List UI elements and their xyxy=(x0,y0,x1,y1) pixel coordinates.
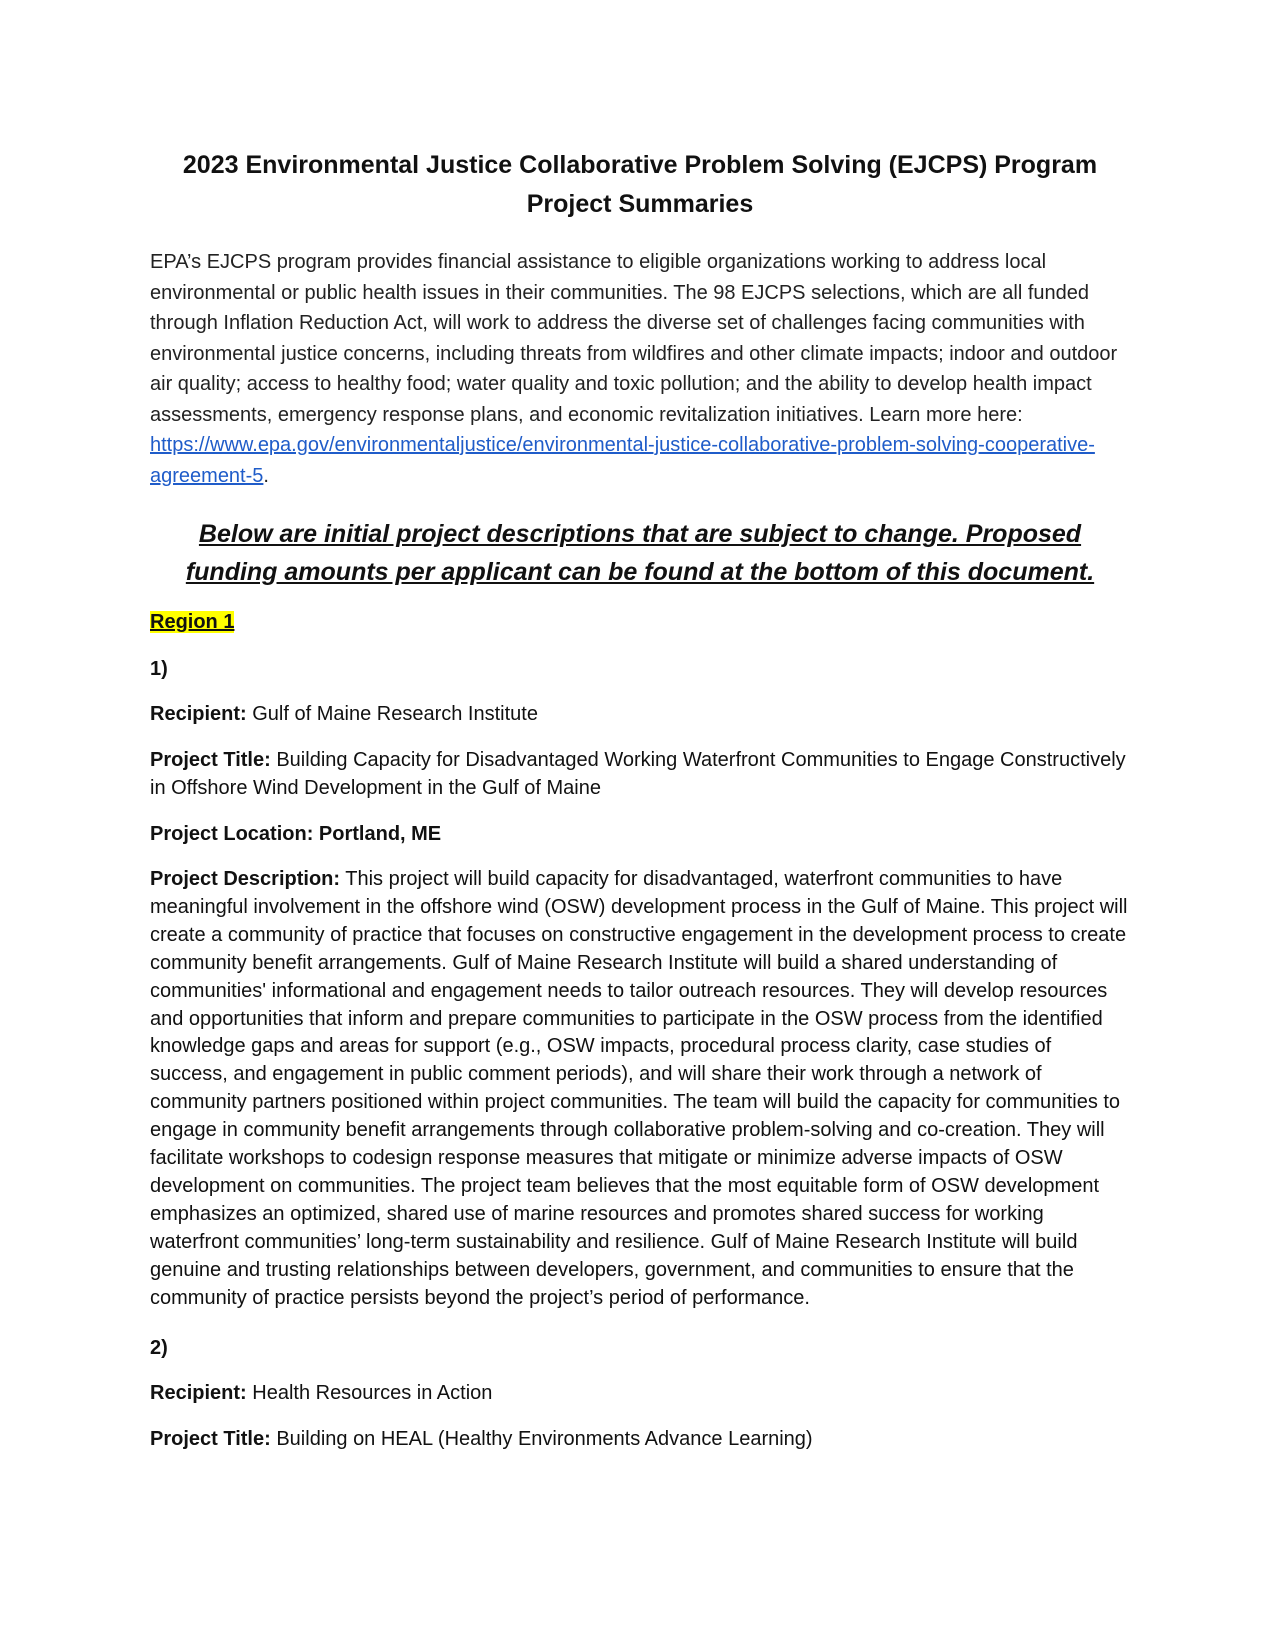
project-title-label: Project Title: xyxy=(150,1427,271,1450)
region-label: Region 1 xyxy=(150,611,235,633)
project-description-value: This project will build capacity for disadvantaged, waterfront communities to have meaningful involvement in the offshore wind (OSW) development process in the Gulf of Maine. This project will create a community of practice that focuses on constructive engagement in the development process to create community benefit arrangements. Gulf of Maine Research Institute will build a shared understanding of communities' informational and engagement needs to tailor outreach resources. They will develop resources and opportunities that inform and prepare communities to participate in the OSW process from the identified knowledge gaps and areas for support (e.g., OSW impacts, procedural process clarity, case studies of success, and engagement in public comment periods), and will share their work through a network of community partners positioned within project communities. The team will build the capacity for communities to engage in community benefit arrangements through collaborative problem-solving and co-creation. They will facilitate workshops to codesign response measures that mitigate or minimize adverse impacts of OSW development on communities. The project team believes that the most equitable form of OSW development emphasizes an optimized, shared use of marine resources and promotes shared success for working waterfront communities’ long-term sustainability and resilience. Gulf of Maine Research Institute will build genuine and trusting relationships between developers, government, and communities to ensure that the community of practice persists beyond the project’s period of performance. xyxy=(150,868,1128,1309)
recipient-row xyxy=(150,1379,1130,1407)
project-location-label: Project Location: xyxy=(150,823,314,845)
project-title-row xyxy=(150,746,1130,802)
intro-end: . xyxy=(263,464,269,487)
title-line-1: 2023 Environmental Justice Collaborative Problem Solving (EJCPS) Program xyxy=(182,151,1098,179)
document-title xyxy=(150,146,1130,224)
project-number: 2) xyxy=(150,1336,168,1359)
document-page xyxy=(150,146,1130,1453)
project-description-row xyxy=(150,866,1130,1313)
project-title-value: Building on HEAL (Healthy Environments Advance Learning) xyxy=(276,1427,813,1450)
notice-line-2: funding amounts per applicant can be found at the bottom of this document. xyxy=(185,558,1095,586)
recipient-value: Gulf of Maine Research Institute xyxy=(252,703,538,725)
recipient-label: Recipient: xyxy=(150,1381,247,1404)
title-line-2: Project Summaries xyxy=(526,190,754,218)
notice-heading xyxy=(150,515,1130,591)
project-number: 1) xyxy=(150,658,168,680)
intro-text: EPA’s EJCPS program provides financial assistance to eligible organizations working to address local environmental or public health issues in their communities. The 98 EJCPS selections, which are all funded through Inflation Reduction Act, will work to address the diverse set of challenges facing communities with environmental justice concerns, including threats from wildfires and other climate impacts; indoor and outdoor air quality; access to healthy food; water quality and toxic pollution; and the ability to develop health impact assessments, emergency response plans, and economic revitalization initiatives. Learn more here: xyxy=(150,251,1118,426)
intro-paragraph xyxy=(150,247,1130,491)
notice-line-1: Below are initial project descriptions that are subject to change. Proposed xyxy=(198,520,1082,548)
epa-link[interactable]: https://www.epa.gov/environmentaljustice/environmental-justice-collaborative-problem-solving-cooperative-agreement-5 xyxy=(150,434,1095,487)
recipient-row xyxy=(150,700,1130,728)
project-title-label: Project Title: xyxy=(150,749,271,771)
project-title-value: Building Capacity for Disadvantaged Working Waterfront Communities to Engage Constructively in Offshore Wind Development in the Gulf of Maine xyxy=(150,749,1126,799)
project-location-value: Portland, ME xyxy=(318,823,442,845)
project-location-row xyxy=(150,820,1130,848)
recipient-label: Recipient: xyxy=(150,703,247,725)
project-title-row xyxy=(150,1425,1130,1453)
recipient-value: Health Resources in Action xyxy=(252,1381,493,1404)
project-description-label: Project Description: xyxy=(150,868,341,890)
region-heading xyxy=(150,611,1130,634)
